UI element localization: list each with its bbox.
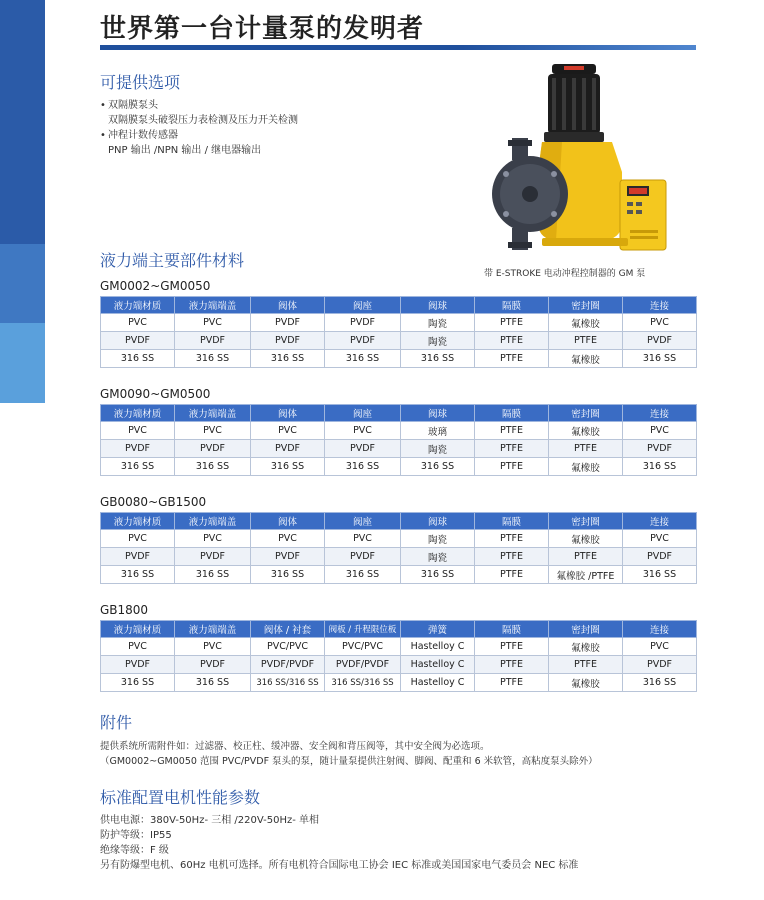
table-row (101, 422, 697, 440)
column-header: 隔膜 (475, 621, 549, 638)
table-cell: Hastelloy C (401, 638, 475, 656)
table-cell: PVDF (251, 332, 325, 350)
table-cell: 氟橡胶 (549, 638, 623, 656)
table-cell: 陶瓷 (401, 548, 475, 566)
table-cell: PVDF (325, 314, 401, 332)
table-row (101, 440, 697, 458)
table-cell: PVDF (101, 440, 175, 458)
table-cell: PVC (623, 638, 697, 656)
column-header: 连接 (623, 513, 697, 530)
table-cell: PVDF (623, 548, 697, 566)
table-cell: PVDF (325, 440, 401, 458)
table-cell: 氟橡胶 (549, 674, 623, 692)
table-cell: PVDF (175, 656, 251, 674)
table-cell: PTFE (475, 350, 549, 368)
column-header: 密封圈 (549, 405, 623, 422)
table-cell: PTFE (549, 656, 623, 674)
table-cell: PTFE (475, 638, 549, 656)
table-cell: 316 SS (401, 350, 475, 368)
motor-specs (100, 813, 578, 873)
table-cell: 316 SS (623, 350, 697, 368)
table-cell: 氟橡胶 (549, 458, 623, 476)
accessories-note: （GM0002~GM0050 范围 PVC/PVDF 泵头的泵，随计量泵提供注射阀、脚阀、配重和 6 米软管，高粘度泵头除外） (100, 756, 598, 767)
accessories-heading: 附件 (100, 713, 133, 732)
column-header: 连接 (623, 405, 697, 422)
table-cell: PVDF (175, 332, 251, 350)
table-cell: 316 SS (623, 566, 697, 584)
table-cell: PTFE (475, 422, 549, 440)
column-header: 液力端材质 (101, 297, 175, 314)
column-header: 密封圈 (549, 297, 623, 314)
table-cell: PVDF (325, 548, 401, 566)
table-cell: 316 SS (175, 674, 251, 692)
column-header: 液力端材质 (101, 405, 175, 422)
table-cell: PVDF (101, 332, 175, 350)
table-cell: 陶瓷 (401, 530, 475, 548)
column-header: 隔膜 (475, 297, 549, 314)
table-row (101, 530, 697, 548)
table-cell: 氟橡胶 /PTFE (549, 566, 623, 584)
table-cell: 316 SS (101, 566, 175, 584)
table-row (101, 314, 697, 332)
column-header: 连接 (623, 297, 697, 314)
pump-caption: 带 E-STROKE 电动冲程控制器的 GM 泵 (484, 269, 646, 279)
motor-spec-line: 防护等级：IP55 (100, 830, 172, 841)
table-cell: PVC (623, 314, 697, 332)
table-cell: 316 SS (101, 350, 175, 368)
column-header: 阀体 (251, 297, 325, 314)
table-cell: PTFE (475, 656, 549, 674)
table-cell: PTFE (475, 566, 549, 584)
table-cell: PVC (101, 530, 175, 548)
option-title: 双隔膜泵头 (108, 100, 158, 111)
table-cell: PVDF (175, 548, 251, 566)
table-row (101, 350, 697, 368)
table-cell: 316 SS (325, 350, 401, 368)
table-row (101, 548, 697, 566)
materials-heading: 液力端主要部件材料 (100, 251, 245, 270)
column-header: 液力端材质 (101, 621, 175, 638)
page-title: 世界第一台计量泵的发明者 (100, 14, 425, 44)
table-cell: 316 SS (401, 458, 475, 476)
table-cell: 316 SS (175, 350, 251, 368)
metering-pump-image (472, 62, 672, 262)
table-cell: PVC (623, 530, 697, 548)
column-header: 阀球 (401, 297, 475, 314)
side-accent-light (0, 323, 45, 403)
column-header: 密封圈 (549, 621, 623, 638)
table-cell: 316 SS (251, 350, 325, 368)
table-cell: PVC (101, 422, 175, 440)
accessories-line: 提供系统所需附件如：过滤器、校正柱、缓冲器、安全阀和背压阀等，其中安全阀为必选项。 (100, 741, 490, 752)
materials-table (100, 296, 697, 368)
bullet-marker: • (100, 100, 106, 111)
table-cell: PVDF (175, 440, 251, 458)
option-item (100, 98, 298, 113)
table-cell: 316 SS (325, 458, 401, 476)
materials-table (100, 404, 697, 476)
table-header-row (101, 621, 697, 638)
column-header: 隔膜 (475, 513, 549, 530)
column-header: 阀体 (251, 405, 325, 422)
table-cell: PVC (325, 530, 401, 548)
column-header: 密封圈 (549, 513, 623, 530)
column-header: 弹簧 (401, 621, 475, 638)
table-cell: PVC (175, 638, 251, 656)
side-accent-dark (0, 0, 45, 244)
table-cell: PVC (175, 422, 251, 440)
table-cell: PTFE (549, 332, 623, 350)
model-range-label: GM0090~GM0500 (100, 387, 211, 401)
motor-spec-line: 另有防爆型电机、60Hz 电机可选择。所有电机符合国际电工协会 IEC 标准或美国国家电气委员会 NEC 标准 (100, 860, 579, 871)
table-cell: 316 SS (401, 566, 475, 584)
table-cell: 316 SS (175, 566, 251, 584)
table-cell: PTFE (475, 314, 549, 332)
model-range-label: GM0002~GM0050 (100, 279, 211, 293)
table-cell: 316 SS (325, 566, 401, 584)
title-underline (100, 45, 696, 50)
model-range-label: GB0080~GB1500 (100, 495, 207, 509)
table-cell: PVDF (623, 656, 697, 674)
table-cell: PTFE (475, 674, 549, 692)
table-cell: PVC (623, 422, 697, 440)
table-cell: PVC (101, 314, 175, 332)
table-cell: PTFE (475, 332, 549, 350)
table-cell: Hastelloy C (401, 656, 475, 674)
column-header: 阀座 (325, 513, 401, 530)
table-cell: 316 SS (101, 674, 175, 692)
table-cell: 陶瓷 (401, 332, 475, 350)
options-heading: 可提供选项 (100, 73, 181, 92)
motor-spec-line: 供电电源：380V-50Hz- 三相 /220V-50Hz- 单相 (100, 815, 320, 826)
model-range-label: GB1800 (100, 603, 149, 617)
table-cell: 陶瓷 (401, 314, 475, 332)
table-row (101, 566, 697, 584)
column-header: 阀体 (251, 513, 325, 530)
table-cell: PVDF/PVDF (325, 656, 401, 674)
table-cell: 氟橡胶 (549, 350, 623, 368)
bullet-marker: • (100, 130, 106, 141)
table-cell: PVC/PVC (325, 638, 401, 656)
table-row (101, 638, 697, 656)
table-row (101, 332, 697, 350)
table-cell: 316 SS (175, 458, 251, 476)
table-cell: 氟橡胶 (549, 422, 623, 440)
table-row (101, 458, 697, 476)
option-detail: PNP 输出 /NPN 输出 / 继电器输出 (108, 145, 262, 156)
table-header-row (101, 405, 697, 422)
column-header: 阀球 (401, 405, 475, 422)
table-cell: PTFE (475, 458, 549, 476)
table-cell: PVDF (623, 440, 697, 458)
table-cell: 玻璃 (401, 422, 475, 440)
table-cell: 316 SS (623, 458, 697, 476)
table-cell: PVC (251, 530, 325, 548)
column-header: 阀体 / 衬套 (251, 621, 325, 638)
table-cell: 氟橡胶 (549, 530, 623, 548)
table-row (101, 656, 697, 674)
column-header: 阀板 / 升程限位板 (325, 621, 401, 638)
table-cell: PTFE (549, 548, 623, 566)
table-cell: PTFE (475, 548, 549, 566)
side-accent-mid (0, 244, 45, 323)
option-item (100, 128, 298, 143)
table-cell: PVDF (101, 656, 175, 674)
table-header-row (101, 513, 697, 530)
table-cell: 陶瓷 (401, 440, 475, 458)
table-cell: 316 SS/316 SS (251, 674, 325, 692)
motor-spec-line: 绝缘等级：F 级 (100, 845, 169, 856)
option-detail: 双隔膜泵头破裂压力表检测及压力开关检测 (108, 115, 298, 126)
table-cell: PVC (325, 422, 401, 440)
table-cell: PTFE (475, 440, 549, 458)
table-cell: PVC (175, 314, 251, 332)
table-header-row (101, 297, 697, 314)
column-header: 液力端端盖 (175, 621, 251, 638)
materials-table (100, 512, 697, 584)
column-header: 液力端材质 (101, 513, 175, 530)
column-header: 隔膜 (475, 405, 549, 422)
table-cell: PVC (101, 638, 175, 656)
column-header: 阀座 (325, 405, 401, 422)
motor-heading: 标准配置电机性能参数 (100, 788, 261, 807)
column-header: 液力端端盖 (175, 513, 251, 530)
table-cell: 316 SS/316 SS (325, 674, 401, 692)
table-cell: PVDF (251, 314, 325, 332)
table-cell: PTFE (549, 440, 623, 458)
options-list (100, 98, 298, 158)
table-cell: PVDF (251, 440, 325, 458)
option-title: 冲程计数传感器 (108, 130, 178, 141)
table-cell: 316 SS (101, 458, 175, 476)
column-header: 液力端端盖 (175, 297, 251, 314)
table-cell: Hastelloy C (401, 674, 475, 692)
table-cell: PVDF/PVDF (251, 656, 325, 674)
column-header: 阀座 (325, 297, 401, 314)
accessories-text (100, 739, 598, 769)
table-cell: PVC (175, 530, 251, 548)
column-header: 连接 (623, 621, 697, 638)
table-cell: 氟橡胶 (549, 314, 623, 332)
materials-table (100, 620, 697, 692)
table-cell: 316 SS (623, 674, 697, 692)
column-header: 阀球 (401, 513, 475, 530)
table-cell: PVDF (251, 548, 325, 566)
column-header: 液力端端盖 (175, 405, 251, 422)
table-cell: 316 SS (251, 566, 325, 584)
table-cell: PVC/PVC (251, 638, 325, 656)
table-cell: PVDF (101, 548, 175, 566)
table-row (101, 674, 697, 692)
table-cell: PVDF (623, 332, 697, 350)
table-cell: PVC (251, 422, 325, 440)
table-cell: PVDF (325, 332, 401, 350)
table-cell: 316 SS (251, 458, 325, 476)
table-cell: PTFE (475, 530, 549, 548)
